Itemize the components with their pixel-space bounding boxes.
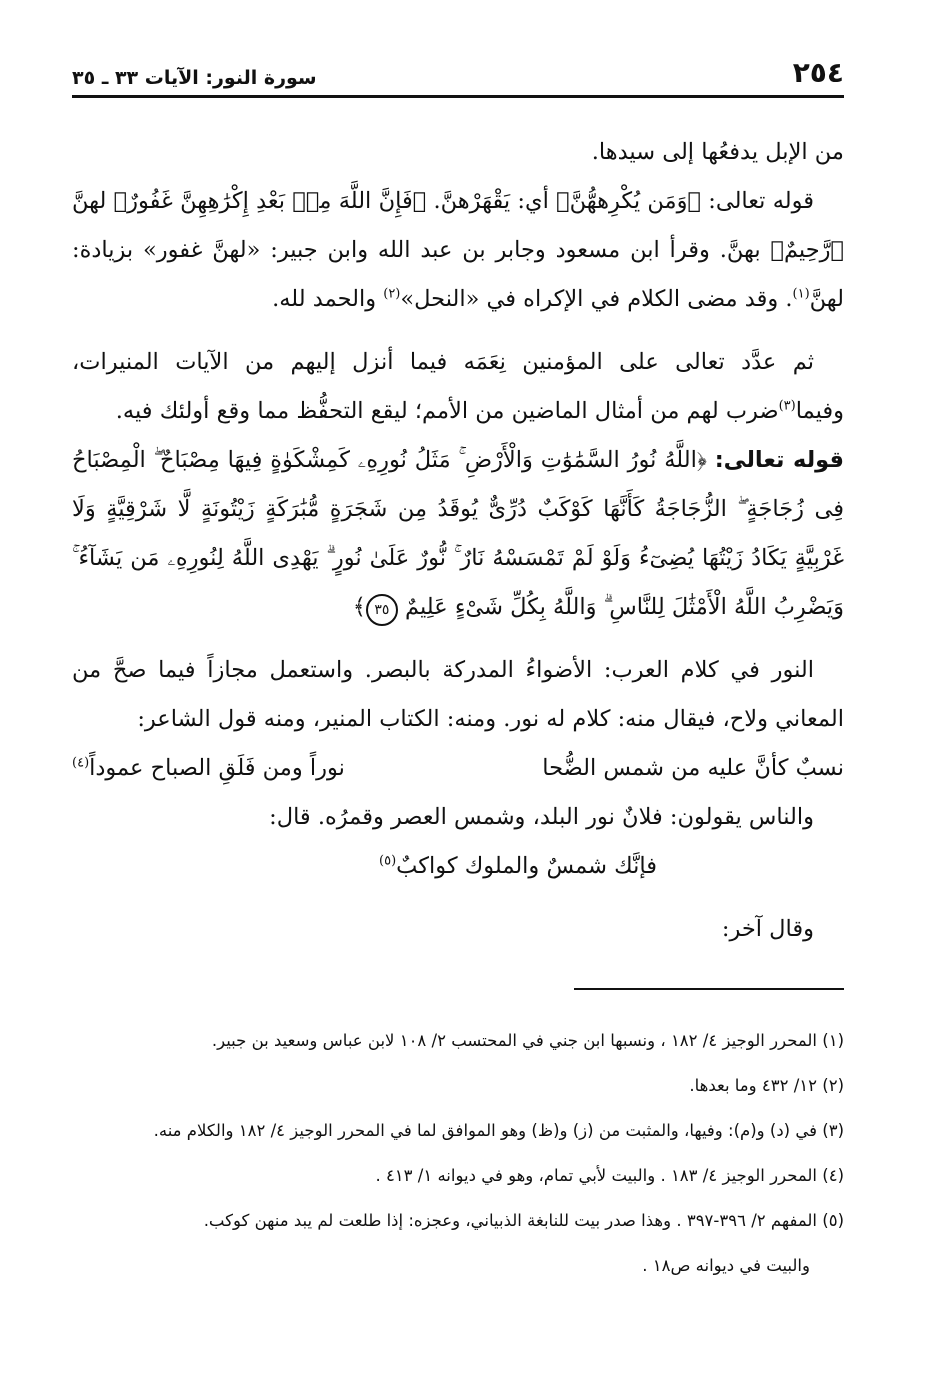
paragraph-3 [72, 338, 844, 436]
poem-1-second-hemistich: نوراً ومن فَلَقِ الصباح عموداً [89, 755, 345, 781]
poem-1-first-hemistich: نسبٌ كأنَّ عليه من شمس الضُّحا [542, 755, 844, 781]
paragraph-5: والناس يقولون: فلانٌ نور البلد، وشمس العصر وقمرُه. قال: [269, 804, 814, 830]
paragraph-3-start: ثم عدَّد تعالى على المؤمنين نِعَمَه فيما أنزل إليهم من الآيات المنيرات، وفيما [72, 349, 844, 424]
footnote-5: (٥) المفهم ٢/ ٣٩٦-٣٩٧ . وهذا صدر بيت للنابغة الذبياني، وعجزه: إذا طلعت لم يبد منهن كوكب. [203, 1211, 844, 1230]
footnote-1: (١) المحرر الوجيز ٤/ ١٨٢ ، ونسبها ابن جني في المحتسب ٢/ ١٠٨ لابن عباس وسعيد بن جبير. [211, 1031, 844, 1050]
footnote-ref-5: (٥) [379, 853, 397, 869]
paragraph-2 [72, 177, 844, 324]
quran-verse-block [72, 436, 844, 632]
ayah-number-badge: ٣٥ [366, 594, 398, 626]
paragraph-2-end: والحمد لله. [272, 286, 384, 312]
footnotes [72, 1018, 844, 1288]
footnote-4: (٤) المحرر الوجيز ٤/ ١٨٣ . والبيت لأبي تمام، وهو في ديوانه ١/ ٤١٣ . [375, 1166, 844, 1185]
poem-verse-2 [72, 842, 844, 891]
footnote-3: (٣) في (د) و(م): وفيها، والمثبت من (ز) و(ظ) وهو الموافق لما في المحرر الوجيز ٤/ ١٨٢ والكلام منه. [153, 1121, 844, 1140]
page-header [72, 56, 844, 98]
paragraph-2-mid: . وقد مضى الكلام في الإكراه في «النحل» [400, 286, 793, 312]
paragraph-6: وقال آخر: [721, 916, 814, 942]
footnote-ref-2: (٢) [383, 286, 401, 302]
paragraph-2-text: قوله تعالى: ﴿وَمَن يُكْرِههُّنَّ﴾ أي: يَقْهَرْهنَّ. ﴿فَإِنَّ اللَّهَ مِنۢ بَعْدِ إِكْرَٰهِهِنَّ غَفُورٌ﴾ لهنَّ ﴿رَّحِيمٌ﴾ بهنَّ. وقرأ ابن مسعود وجابر بن عبد الله وابن جبير: «لهنَّ غفور» بزيادة: لهنَّ [72, 188, 844, 312]
footnote-divider [574, 988, 844, 990]
verse-lead: قوله تعالى: [714, 447, 844, 473]
verse-text: ﴿اللَّهُ نُورُ السَّمَٰوَٰتِ وَالْأَرْضِ ۚ مَثَلُ نُورِهِۦ كَمِشْكَوٰةٍ فِيهَا مِصْبَاحٌ ۖ الْمِصْبَاحُ فِى زُجَاجَةٍ ۖ الزُّجَاجَةُ كَأَنَّهَا كَوْكَبٌ دُرِّىٌّ يُوقَدُ مِن شَجَرَةٍ مُّبَٰرَكَةٍ زَيْتُونَةٍ لَّا شَرْقِيَّةٍ وَلَا غَرْبِيَّةٍ يَكَادُ زَيْتُهَا يُضِىٓءُ وَلَوْ لَمْ تَمْسَسْهُ نَارٌ ۚ نُّورٌ عَلَىٰ نُورٍ ۗ يَهْدِى اللَّهُ لِنُورِهِۦ مَن يَشَآءُ ۚ وَيَضْرِبُ اللَّهُ الْأَمْثَٰلَ لِلنَّاسِ ۗ وَاللَّهُ بِكُلِّ شَىْءٍ عَلِيمٌ [72, 447, 844, 620]
footnote-ref-4: (٤) [72, 755, 90, 771]
running-title: سورة النور: الآيات ٣٣ ـ ٣٥ [72, 67, 317, 89]
paragraph-1: من الإبل يدفعُها إلى سيدها. [591, 139, 844, 165]
footnote-5-continuation: والبيت في ديوانه ص١٨ . [642, 1256, 810, 1275]
poem-verse-1 [72, 744, 844, 793]
poem-2-text: فإنَّك شمسٌ والملوك كواكبٌ [396, 853, 657, 879]
body-text [72, 128, 844, 954]
page-number: ٢٥٤ [792, 56, 844, 89]
footnote-2: (٢) ١٢/ ٤٣٢ وما بعدها. [689, 1076, 844, 1095]
footnote-ref-3: (٣) [778, 398, 796, 414]
footnote-ref-1: (١) [792, 286, 810, 302]
poem-1-second-hemistich-wrap [72, 744, 345, 793]
verse-close: ﴾ [352, 594, 366, 620]
paragraph-3-end: ضرب لهم من أمثال الماضين من الأمم؛ ليقع التحفُّظ مما وقع أولئك فيه. [115, 398, 779, 424]
paragraph-4: النور في كلام العرب: الأضواءُ المدركة بالبصر. واستعمل مجازاً فيما صحَّ من المعاني ولاح، فيقال منه: كلام له نور. ومنه: الكتاب المنير، ومنه قول الشاعر: [72, 657, 844, 732]
